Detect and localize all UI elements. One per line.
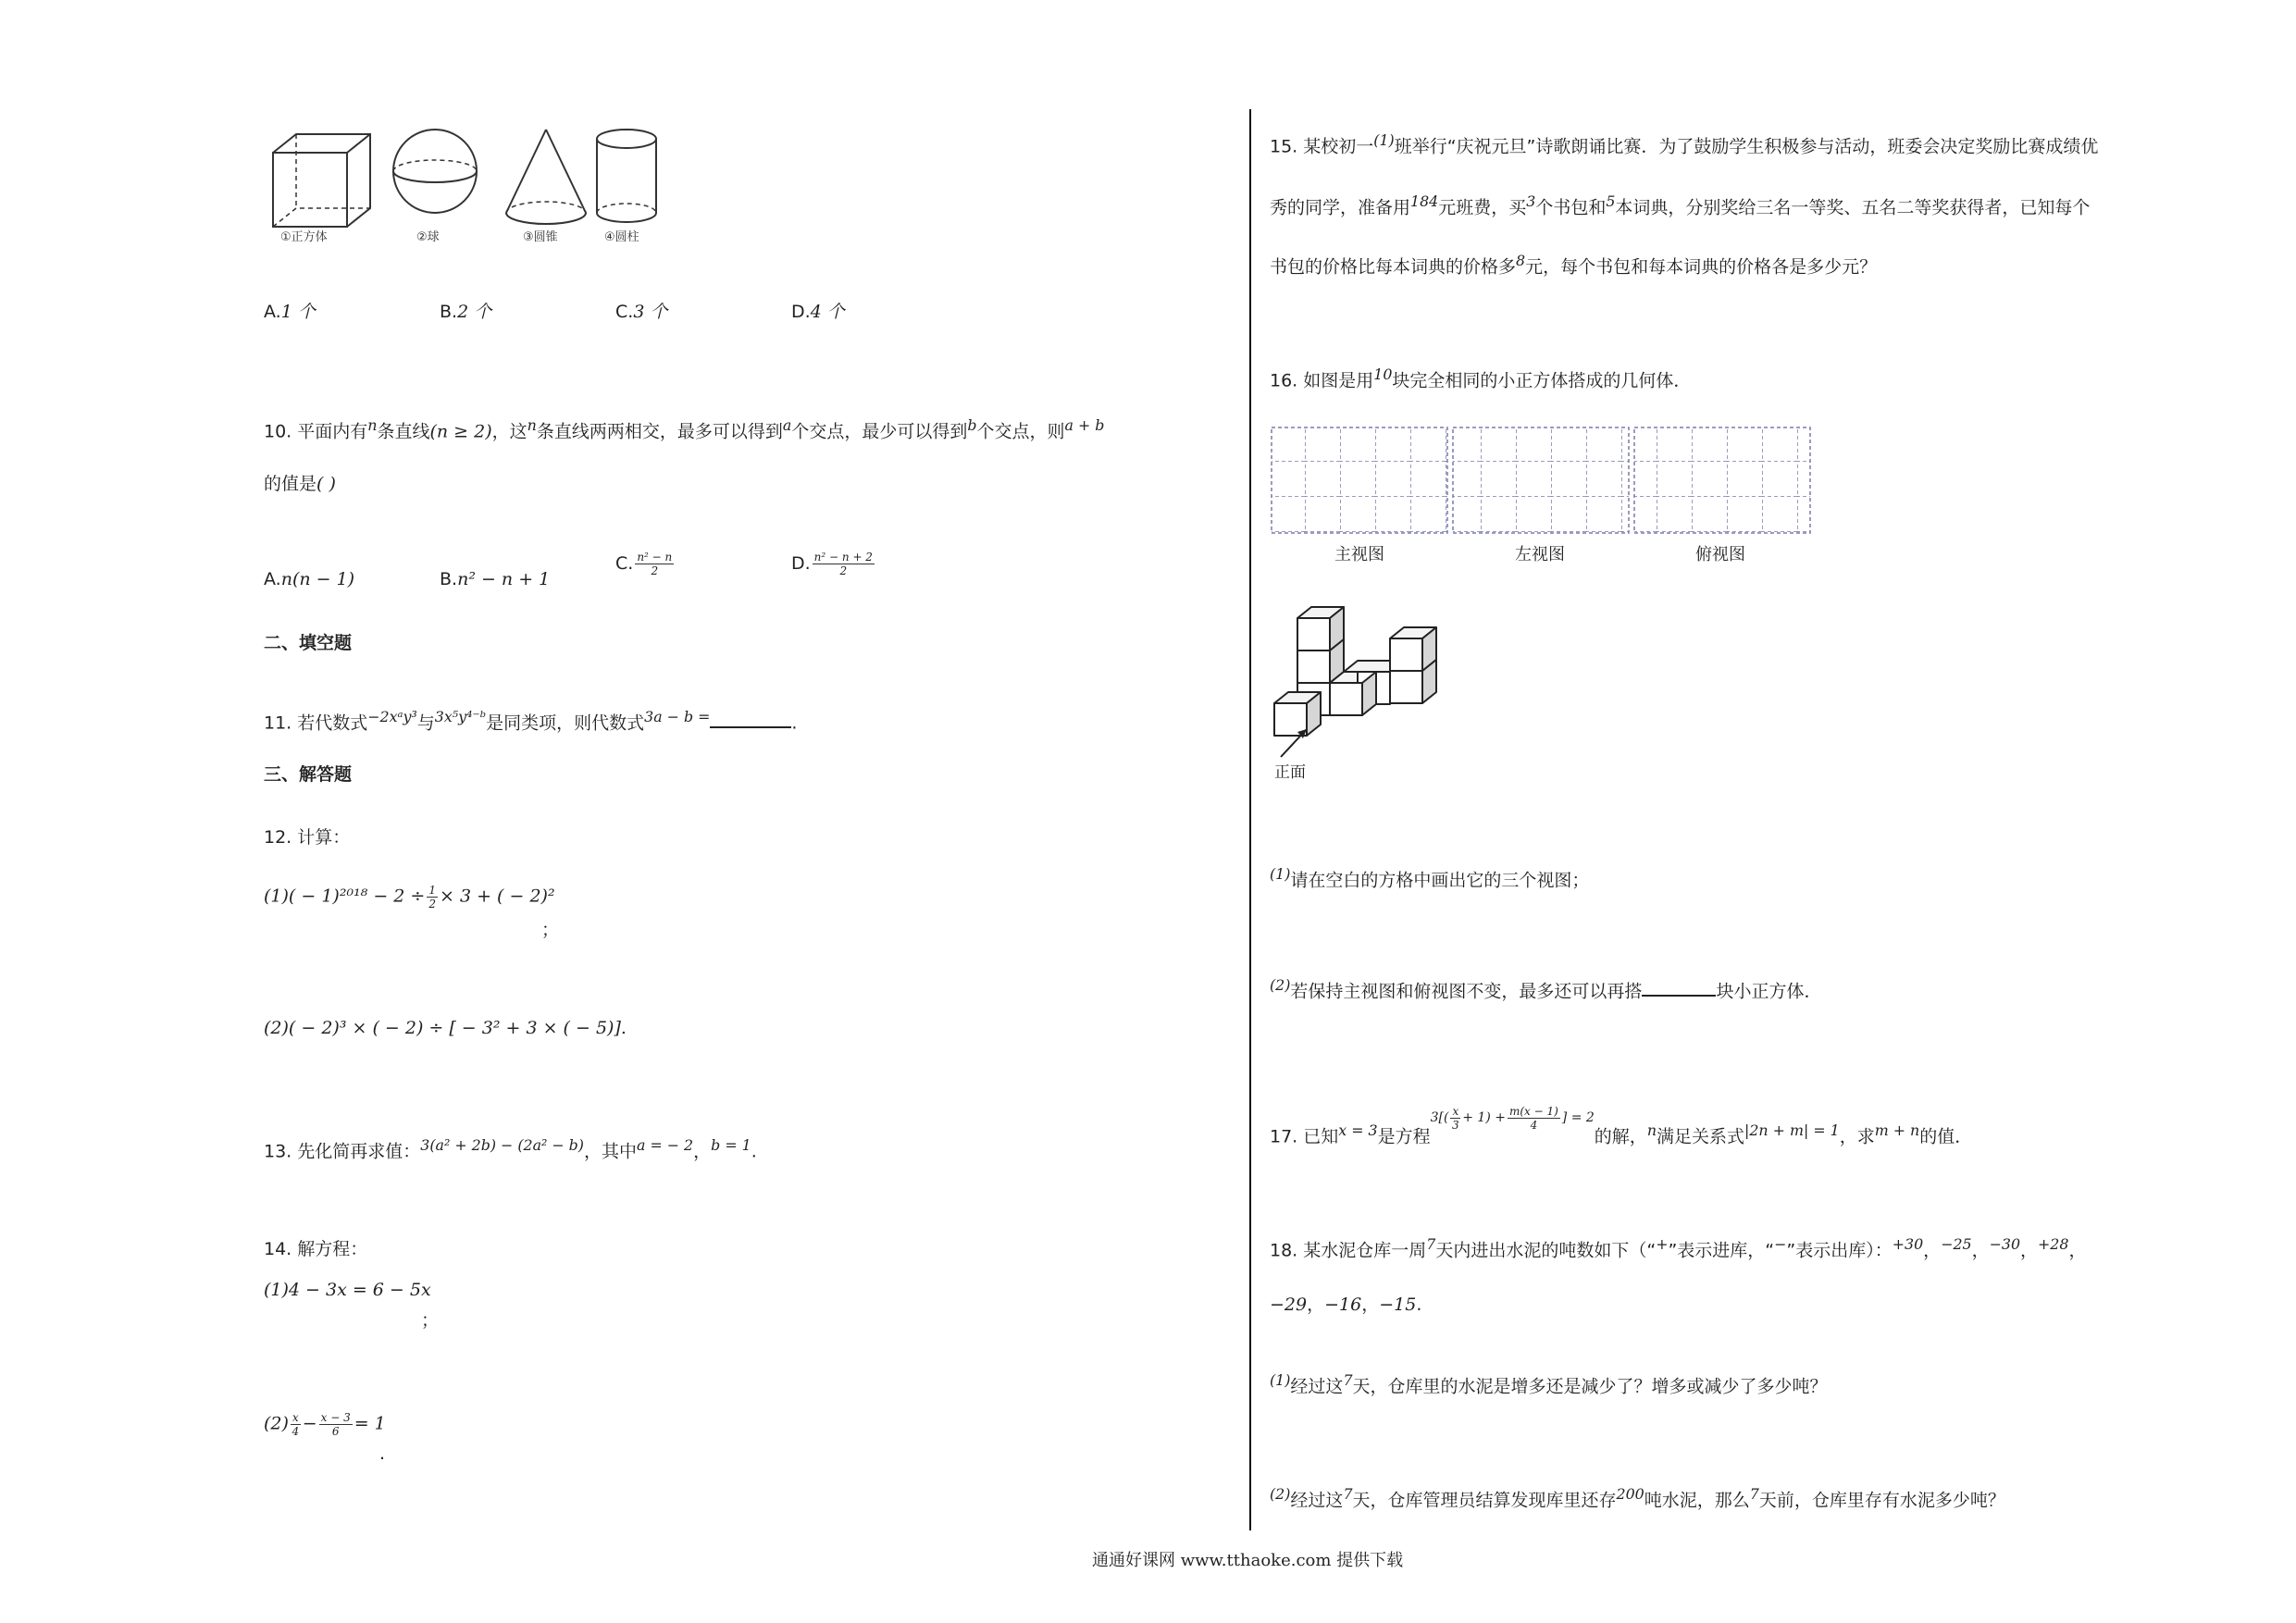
left-view-grid	[1453, 427, 1629, 533]
q10-option-d[interactable]: D. $\frac{\text{n² − n + 2}}{2}$	[791, 551, 873, 577]
q16-title: 16. 如图是用$^{10}$块完全相同的小正方体搭成的几何体．	[1270, 365, 1692, 391]
sphere-shape	[393, 130, 477, 213]
q18-line2: −29，−16，−15.	[1270, 1295, 1422, 1315]
q9-option-c[interactable]: C.3 个	[615, 302, 668, 322]
front-label: 正面	[1274, 763, 1306, 782]
cube-stack-figure	[1270, 600, 1455, 785]
section-heading-fill-in: 二、填空题	[264, 633, 353, 653]
shape-label-cylinder: ④圆柱	[604, 230, 639, 244]
q16-part1: $^{(1)}$请在空白的方格中画出它的三个视图；	[1270, 865, 1590, 891]
q14-title: 14. 解方程：	[264, 1239, 368, 1259]
three-views-grid	[1270, 426, 1825, 574]
q11-stem: 11. 若代数式$^{-2xᵃy^3}$与$^{3x^5y^{4-}ᵇ}$是同类项，则代数式$^{3a - b =}$ .	[264, 708, 798, 734]
q14-part1-punct: ；	[421, 1310, 440, 1331]
q14-part1: (1)4 − 3x = 6 − 5x	[264, 1280, 431, 1300]
page-footer: 通通好课网 www.tthaoke.com 提供下载	[1092, 1551, 1404, 1570]
q15-line1: 15. 某校初一$^{(1)}$班举行“庆祝元旦”诗歌朗诵比赛．为了鼓励学生积极参与活动，班委会决定奖励比赛成绩优	[1270, 131, 2099, 157]
front-view-grid	[1272, 427, 1447, 533]
q10-option-c[interactable]: C. $\frac{\text{n² − n}}{2}$	[615, 551, 673, 577]
q16-part2: $^{(2)}$若保持主视图和俯视图不变，最多还可以再搭 块小正方体．	[1270, 976, 1822, 1002]
q9-option-a[interactable]: A.1 个	[264, 302, 316, 322]
view-label-front: 主视图	[1334, 545, 1384, 564]
q12-title: 12. 计算：	[264, 827, 351, 848]
q9-option-d[interactable]: D.4 个	[791, 302, 845, 322]
top-view-grid	[1634, 427, 1810, 533]
solid-shapes-figure	[264, 125, 676, 254]
cone-shape	[506, 130, 586, 224]
q10-stem-line1: 10. 平面内有$^n$条直线(n ≥ 2)，这$^n$条直线两两相交，最多可以得到$^a$个交点，最少可以得到$^b$个交点，则$^{a + b}$	[264, 416, 1105, 442]
q10-option-a[interactable]: A.n(n − 1)	[264, 569, 355, 589]
view-label-top: 俯视图	[1695, 545, 1745, 564]
q18-line1: 18. 某水泥仓库一周$^7$天内进出水泥的吨数如下（“+”表示进库，“−”表示出库）：$^{+30}$，$^{-25}$，$^{-30}$，$^{+28}$，	[1270, 1235, 2087, 1261]
q10-option-b[interactable]: B.n² − n + 1	[440, 569, 551, 589]
cube-shape	[273, 134, 370, 227]
q15-line3: 书包的价格比每本词典的价格多$^8$元，每个书包和每本词典的价格各是多少元？	[1270, 252, 1878, 278]
q14-part2-punct: .	[379, 1443, 386, 1464]
q12-part2: (2)( − 2)³ × ( − 2) ÷ [ − 3² + 3 × ( − 5)].	[264, 1018, 627, 1038]
q10-stem-line2: 的值是( )	[264, 474, 336, 494]
q16-answer-blank[interactable]	[1642, 978, 1716, 997]
q11-answer-blank[interactable]	[710, 710, 791, 728]
shape-label-cone: ③圆锥	[523, 230, 558, 244]
q15-line2: 秀的同学，准备用$^{184}$元班费，买$^3$个书包和$^5$本词典，分别奖给三名一等奖、五名二等奖获得者，已知每个	[1270, 192, 2091, 218]
q14-part2: (2) $\frac{x}{4}$ − $\frac{x - 3}{6}$ = 1	[264, 1411, 386, 1438]
q9-option-b[interactable]: B.2 个	[440, 302, 492, 322]
q18-part1: $^{(1)}$经过这$^7$天，仓库里的水泥是增多还是减少了？增多或减少了多少吨？	[1270, 1371, 1828, 1397]
section-heading-solve: 三、解答题	[264, 764, 353, 785]
q18-part2: $^{(2)}$经过这$^7$天，仓库管理员结算发现库里还存$^{200}$吨水泥，那么$^7$天前，仓库里存有水泥多少吨？	[1270, 1485, 2005, 1511]
column-divider	[1249, 109, 1251, 1530]
shape-label-sphere: ②球	[416, 230, 440, 244]
view-label-left: 左视图	[1515, 545, 1565, 564]
q12-part1-punct: ；	[541, 920, 560, 940]
q12-part1: (1)( − 1)²⁰¹⁸ − 2 ÷ $\frac{1}{2}$ × 3 + ( − 2)²	[264, 884, 555, 911]
shape-label-cube: ①正方体	[280, 230, 328, 244]
cylinder-shape	[597, 130, 656, 222]
q17-stem: 17. 已知$^{x = 3}$是方程$^{3[( \frac{x}{3} + 1) + \frac{m(x - 1)}{4} ] = 2}$的解，$^n$满足关系式$^{|2n + m| = 1}$，求$^{m + n}$的值．	[1270, 1104, 1973, 1147]
q13-stem: 13. 先化简再求值：$^{3(a^2 + 2b) - (2a^2 - b)}$，其中$^{a = - 2}$，$^{b = 1}$.	[264, 1136, 757, 1162]
